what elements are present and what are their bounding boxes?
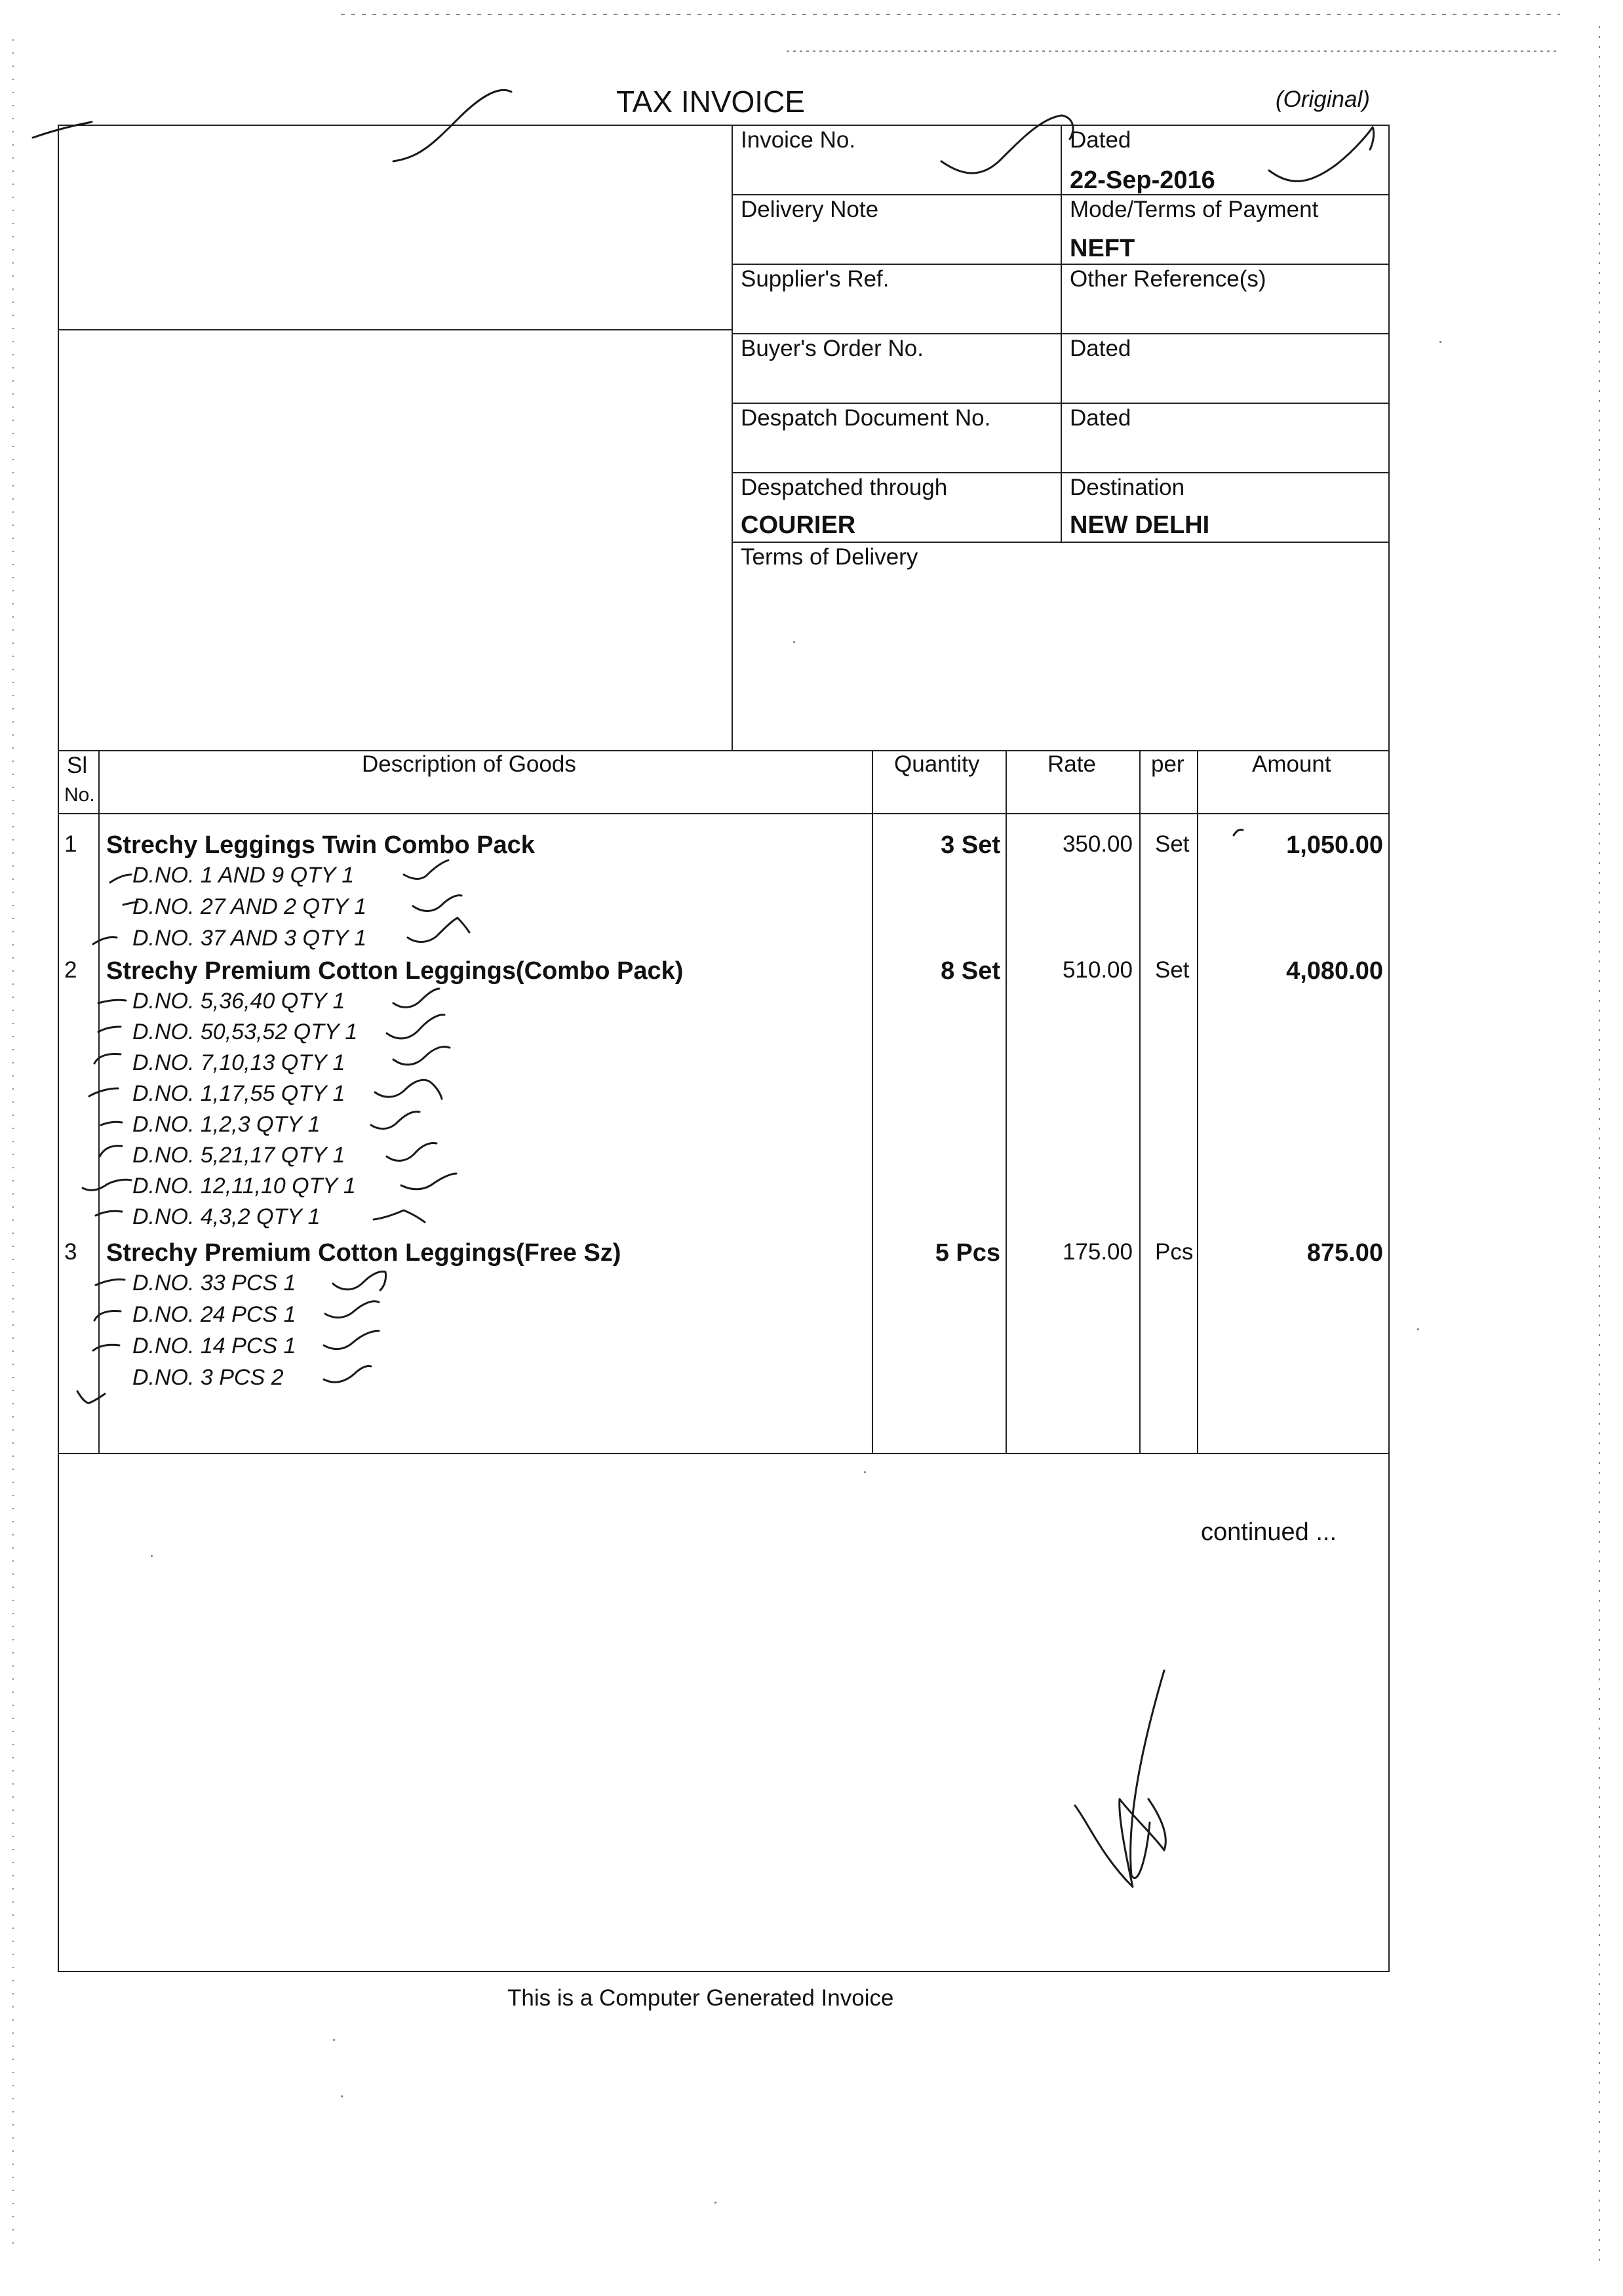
- item-rate: 175.00: [1062, 1239, 1133, 1265]
- tick-mark: [325, 1301, 379, 1318]
- tick-mark: [941, 115, 1073, 173]
- item-detail: D.NO. 3 PCS 2: [132, 1365, 284, 1390]
- header-quantity: Quantity: [894, 751, 980, 777]
- pen-stroke: [94, 1054, 121, 1063]
- pen-stroke: [1234, 829, 1243, 835]
- speck: [333, 2039, 335, 2041]
- tick-mark: [393, 90, 511, 161]
- tick-mark: [413, 896, 461, 911]
- destination-label: Destination: [1070, 475, 1185, 500]
- pen-stroke: [93, 1345, 119, 1351]
- speck: [714, 2202, 716, 2204]
- despatched-through-value: COURIER: [741, 511, 856, 539]
- item-per: Set: [1155, 957, 1190, 983]
- payment-terms-label: Mode/Terms of Payment: [1070, 197, 1319, 222]
- despatched-through-label: Despatched through: [741, 475, 948, 500]
- invoice-title: TAX INVOICE: [616, 85, 805, 119]
- delivery-note-label: Delivery Note: [741, 197, 879, 222]
- pen-stroke: [89, 1088, 118, 1096]
- item-detail: D.NO. 4,3,2 QTY 1: [132, 1204, 321, 1229]
- speck: [151, 1555, 153, 1557]
- tick-mark: [387, 1015, 444, 1039]
- tick-mark: [371, 1112, 420, 1129]
- speck: [1417, 1328, 1419, 1330]
- tick-mark: [401, 1174, 456, 1189]
- pen-stroke: [77, 1391, 105, 1403]
- speck: [341, 2095, 343, 2097]
- tick-mark: [408, 918, 469, 942]
- item-amount: 875.00: [1306, 1239, 1383, 1267]
- tick-mark: [387, 1143, 437, 1161]
- item-detail: D.NO. 1 AND 9 QTY 1: [132, 863, 355, 888]
- item-per: Pcs: [1155, 1239, 1194, 1265]
- item-rate: 510.00: [1062, 957, 1133, 983]
- item-detail: D.NO. 7,10,13 QTY 1: [132, 1050, 345, 1075]
- item-detail: D.NO. 27 AND 2 QTY 1: [132, 894, 367, 919]
- tick-mark: [333, 1272, 386, 1290]
- item-sl: 1: [64, 831, 77, 857]
- buyers-order-label: Buyer's Order No.: [741, 336, 924, 361]
- item-detail: D.NO. 50,53,52 QTY 1: [132, 1019, 358, 1044]
- item-detail: D.NO. 12,11,10 QTY 1: [132, 1174, 356, 1198]
- header-sl-no: No.: [64, 784, 95, 806]
- speck: [1439, 341, 1441, 343]
- item-rate: 350.00: [1062, 831, 1133, 857]
- tick-mark: [375, 1080, 442, 1099]
- tick-mark: [324, 1366, 371, 1383]
- buyers-order-dated-label: Dated: [1070, 336, 1131, 361]
- pen-stroke: [123, 902, 138, 905]
- item-amount: 4,080.00: [1286, 957, 1383, 985]
- pen-stroke: [110, 875, 131, 882]
- speck: [864, 1471, 866, 1473]
- terms-of-delivery-label: Terms of Delivery: [741, 544, 918, 570]
- pen-stroke: [94, 1311, 121, 1320]
- signature-stroke: [1075, 1799, 1165, 1887]
- header-per: per: [1151, 751, 1184, 777]
- despatch-doc-label: Despatch Document No.: [741, 405, 991, 431]
- item-description: Strechy Premium Cotton Leggings(Combo Pack): [106, 957, 684, 985]
- tick-mark: [404, 860, 448, 879]
- despatch-doc-dated-label: Dated: [1070, 405, 1131, 431]
- item-detail: D.NO. 24 PCS 1: [132, 1302, 296, 1327]
- destination-value: NEW DELHI: [1070, 511, 1210, 539]
- header-sl: Sl: [67, 753, 88, 778]
- header-rate: Rate: [1047, 751, 1096, 777]
- item-description: Strechy Premium Cotton Leggings(Free Sz): [106, 1239, 621, 1267]
- item-detail: D.NO. 37 AND 3 QTY 1: [132, 926, 367, 951]
- pen-stroke: [98, 1027, 121, 1032]
- item-per: Set: [1155, 831, 1190, 857]
- header-amount: Amount: [1252, 751, 1331, 777]
- copy-label: (Original): [1276, 87, 1370, 112]
- pen-stroke: [96, 1211, 122, 1216]
- tick-mark: [324, 1331, 379, 1349]
- item-detail: D.NO. 5,36,40 QTY 1: [132, 989, 345, 1014]
- item-quantity: 3 Set: [941, 831, 1000, 859]
- pen-stroke: [101, 1122, 122, 1125]
- invoice-no-label: Invoice No.: [741, 127, 856, 153]
- dated-label: Dated: [1070, 127, 1131, 153]
- payment-terms-value: NEFT: [1070, 235, 1135, 262]
- item-quantity: 8 Set: [941, 957, 1000, 985]
- tick-mark: [374, 1210, 425, 1222]
- footer-text: This is a Computer Generated Invoice: [507, 1985, 894, 2011]
- pen-stroke: [96, 1279, 125, 1285]
- item-detail: D.NO. 1,2,3 QTY 1: [132, 1112, 321, 1137]
- item-sl: 2: [64, 957, 77, 983]
- tick-mark: [1269, 127, 1374, 181]
- item-detail: D.NO. 14 PCS 1: [132, 1334, 296, 1358]
- pen-stroke: [98, 1000, 126, 1003]
- item-amount: 1,050.00: [1286, 831, 1383, 859]
- item-sl: 3: [64, 1239, 77, 1265]
- dated-value: 22-Sep-2016: [1070, 167, 1215, 194]
- other-ref-label: Other Reference(s): [1070, 266, 1266, 292]
- tick-mark: [393, 989, 439, 1007]
- pen-stroke: [93, 937, 117, 944]
- speck: [793, 641, 795, 643]
- item-detail: D.NO. 1,17,55 QTY 1: [132, 1081, 345, 1106]
- item-quantity: 5 Pcs: [935, 1239, 1000, 1267]
- item-detail: D.NO. 5,21,17 QTY 1: [132, 1143, 345, 1168]
- header-description: Description of Goods: [362, 751, 576, 777]
- item-description: Strechy Leggings Twin Combo Pack: [106, 831, 535, 859]
- suppliers-ref-label: Supplier's Ref.: [741, 266, 890, 292]
- item-detail: D.NO. 33 PCS 1: [132, 1271, 296, 1296]
- tick-mark: [393, 1047, 450, 1065]
- pen-stroke: [83, 1179, 131, 1190]
- pen-stroke: [100, 1146, 122, 1157]
- signature-stroke: [1131, 1671, 1164, 1878]
- pen-stroke: [33, 122, 92, 138]
- continued-text: continued ...: [1201, 1518, 1337, 1546]
